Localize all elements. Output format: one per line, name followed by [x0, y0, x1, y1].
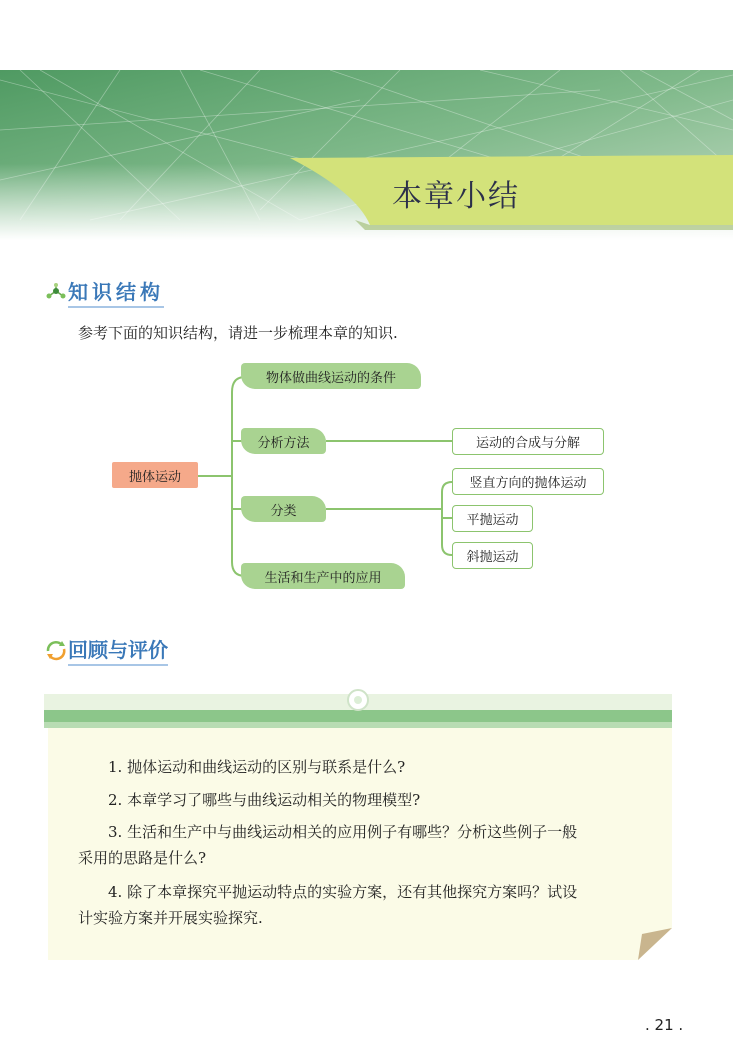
- review-question-4-line2: 计实验方案并开展实验探究.: [78, 909, 263, 927]
- knowledge-intro: 参考下面的知识结构，请进一步梳理本章的知识.: [78, 324, 398, 342]
- chapter-title: 本章小结: [392, 179, 520, 214]
- mindmap-root-node: 抛体运动: [112, 462, 198, 488]
- review-question-2: 2. 本章学习了哪些与曲线运动相关的物理模型?: [108, 791, 421, 809]
- mindmap-branch-method: 分析方法: [241, 428, 326, 454]
- review-question-3-line2: 采用的思路是什么?: [78, 849, 207, 867]
- review-title: 回顾与评价: [68, 634, 168, 666]
- review-question-4-line1: 4. 除了本章探究平抛运动特点的实验方案，还有其他探究方案吗？试设: [108, 883, 578, 901]
- review-card-header: [44, 686, 672, 728]
- mindmap-leaf-oblique-projectile: 斜抛运动: [452, 542, 533, 569]
- review-question-3-line1: 3. 生活和生产中与曲线运动相关的应用例子有哪些？分析这些例子一般: [108, 823, 578, 841]
- page-number: . 21 .: [645, 1016, 684, 1034]
- review-question-1: 1. 抛体运动和曲线运动的区别与联系是什么?: [108, 758, 406, 776]
- review-card: [48, 728, 672, 960]
- mindmap-leaf-composition: 运动的合成与分解: [452, 428, 604, 455]
- knowledge-structure-title: 知识结构: [68, 276, 164, 308]
- mindmap-branch-classification: 分类: [241, 496, 326, 522]
- mindmap-branch-application: 生活和生产中的应用: [241, 563, 405, 589]
- mindmap-leaf-horizontal-projectile: 平抛运动: [452, 505, 533, 532]
- mindmap-leaf-vertical-projectile: 竖直方向的抛体运动: [452, 468, 604, 495]
- refresh-cycle-icon: [44, 639, 68, 661]
- page-curl-icon: [638, 928, 672, 960]
- mindmap-branch-condition: 物体做曲线运动的条件: [241, 363, 421, 389]
- review-heading: [44, 634, 168, 666]
